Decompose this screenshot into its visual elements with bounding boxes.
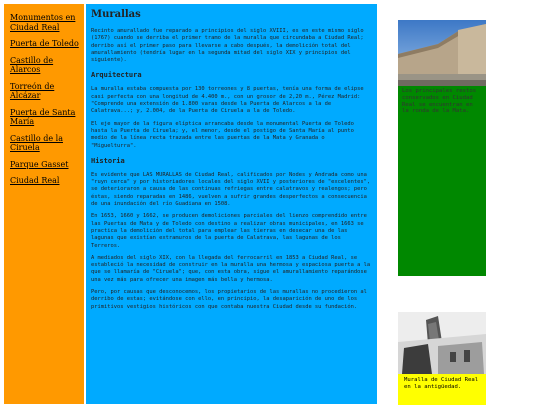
nav-link-parque-gasset[interactable]: Parque Gasset	[10, 159, 69, 169]
paragraph: A mediados del siglo XIX, con la llegada del ferrocarril en 1853 a Ciudad Real, se estableció la necesidad de construir en la muralla una hermosa y espaciosa puerta a la que se llamaría de "Ciruela"; que, con esta obra, sigue el amurallamiento reparándose una vez más para ofrecer una imagen más bella y hermosa.	[91, 254, 371, 283]
section-heading-arquitectura: Arquitectura	[91, 71, 142, 80]
nav-link-ciudad-real[interactable]: Ciudad Real	[10, 176, 60, 185]
caption-text: Muralla de Ciudad Real en la antigüedad.	[404, 377, 479, 390]
nav-item	[10, 176, 84, 186]
old-wall-photo	[398, 312, 486, 374]
nav-link-puerta-santa-maria[interactable]: Puerta de Santa María	[10, 107, 76, 126]
main-content	[86, 4, 377, 404]
nav-item	[10, 160, 84, 170]
nav-item	[10, 39, 84, 49]
image-column	[398, 20, 486, 405]
nav-link-monumentos[interactable]: Monumentos en Ciudad Real	[10, 13, 76, 32]
paragraph: El eje mayor de la figura elíptica arrancaba desde la monumental Puerta de Toledo hasta la Puerta de Ciruela; y, el menor, desde el postigo de Santa María al punto medio de la línea recta trazada entre las puertas de la Mata y Granada o "Miguelturra".	[91, 120, 354, 149]
nav-item	[10, 134, 84, 153]
intro-paragraph: Recinto amurallado fue reparado a principios del siglo XVIII, es en este mismo siglo (1767) cuando se derriba el primer tramo de la muralla que circundaba a Ciudad Real; derribo así el primer paso para llevarse a cabo después, la demolición total del amurallamiento (tendría lugar en la segunda mitad del siglo XIX y principios del siguiente).	[91, 28, 364, 64]
sidebar	[4, 4, 84, 404]
wall-photo	[398, 20, 486, 86]
caption-box	[398, 86, 486, 276]
nav-link-castillo-alarcos[interactable]: Castillo de Alarcos	[10, 55, 54, 74]
paragraph: Pero, por causas que desconocemos, los propietarios de las murallas no procedieron al derribo de estas; evitándose con ello, en principio, la desaparición de uno de los primitivos vestigios históricos con que contaba nuestra Ciudad desde su fundación.	[91, 289, 367, 310]
caption-box	[398, 374, 486, 405]
nav-item	[10, 56, 84, 75]
nav-link-castillo-ciruela[interactable]: Castillo de la Ciruela	[10, 133, 63, 152]
old-wall-photo-icon	[398, 312, 486, 374]
nav-link-puerta-toledo[interactable]: Puerta de Toledo	[10, 39, 79, 48]
nav-link-torreon-alcazar[interactable]: Torreón de Alcázar	[10, 81, 55, 100]
nav-item	[10, 108, 84, 127]
paragraph: En 1653, 1660 y 1662, se producen demoliciones parciales del lienzo comprendido entre las Puertas de Mata y de Toledo con destino a realizar obras municipales, en 1663 se practica la demolición del total para emplear las tierras en desecar una de las lagunas que existían extramuros de la puerta de Calatrava, las lagunas de los Terreros.	[91, 213, 367, 249]
caption-text: Los principales restos conservados en Ciudad Real se encuentran en la ronda de la Mata.	[402, 88, 477, 115]
spacer	[398, 276, 486, 312]
wall-photo-icon	[398, 20, 486, 86]
paragraph: Es evidente que LAS MURALLAS de Ciudad Real, calificados por Nodes y Andrada como una "ruyn cerca" y por historiadores locales del siglo XVII y posteriores de "excelentes", se deterioraron a causa de las continuas refriegas entre calatravos y realengos; pero éstas, siendo reparadas en 1486, vuelven a sufrir grandes desperfectos a consecuencia de una inundación del río Guadiana en 1508.	[91, 171, 371, 208]
paragraph: La muralla estaba compuesta por 130 torreones y 8 puertas, tenía una forma de elipse casi perfecta con una longitud de 4.400 m., con un grosor de 2,20 m., Pérez Madrid: "Comprende una extensión de 1.800 varas desde la Puerta de Alarcos a la de Calatrava...; y, 2.004, de la Puerta de Ciruela a la de Toledo.	[91, 86, 364, 115]
nav-item	[10, 13, 84, 32]
section-heading-historia: Historia	[91, 156, 125, 165]
page-title: Murallas	[91, 9, 141, 20]
nav-item	[10, 82, 84, 101]
sidebar-nav	[4, 4, 84, 186]
